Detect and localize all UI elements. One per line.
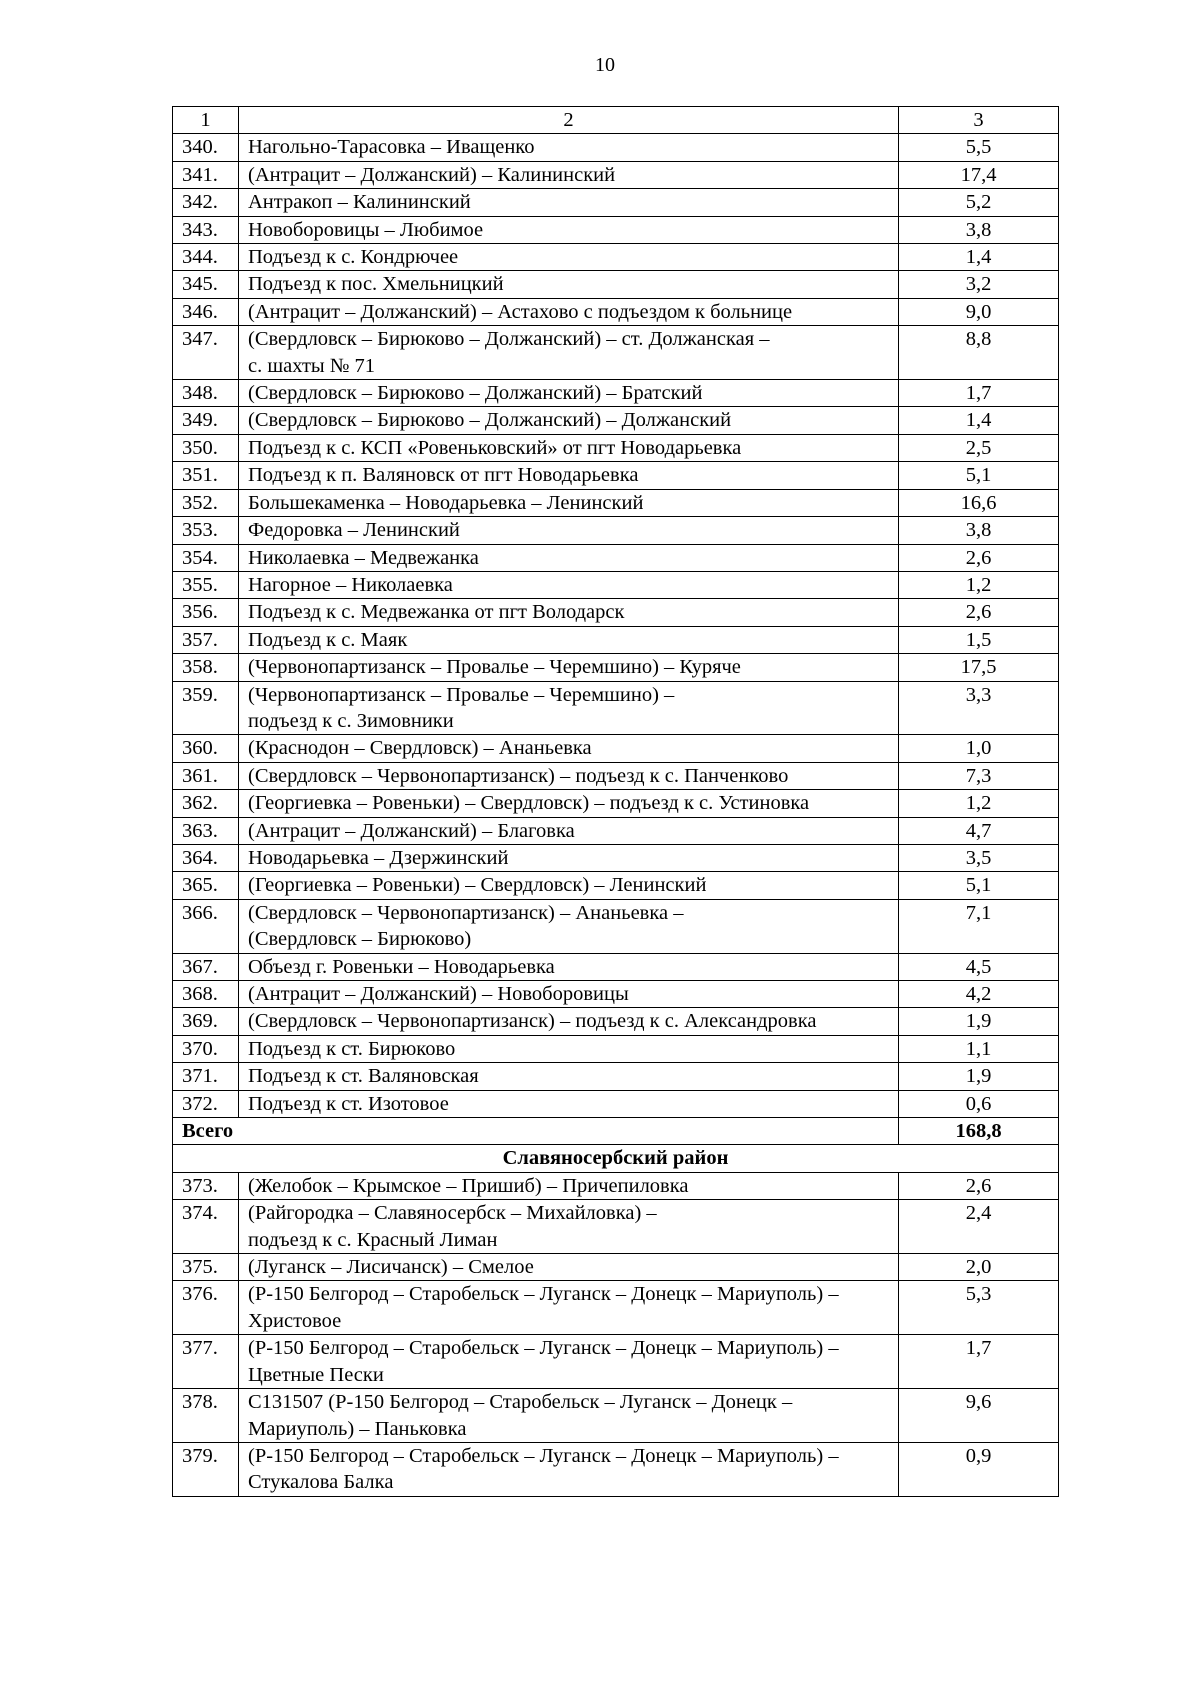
road-length: 1,4: [899, 244, 1059, 271]
row-number: 379.: [173, 1442, 239, 1496]
road-name: (Свердловск – Червонопартизанск) – подъезд к с. Александровка: [239, 1008, 899, 1035]
table-row: [173, 981, 1059, 1008]
row-number: 344.: [173, 244, 239, 271]
header-row: [173, 107, 1059, 134]
row-number: 350.: [173, 434, 239, 461]
table-row: [173, 953, 1059, 980]
road-length: 2,6: [899, 544, 1059, 571]
road-name: Нагорное – Николаевка: [239, 571, 899, 598]
table-row: [173, 1035, 1059, 1062]
row-number: 364.: [173, 844, 239, 871]
road-name: (Р-150 Белгород – Старобельск – Луганск – Донецк – Мариуполь) – Стукалова Балка: [239, 1442, 899, 1496]
table-row: [173, 1008, 1059, 1035]
table-row: [173, 1090, 1059, 1117]
table-row: [173, 1442, 1059, 1496]
section-title: Славяносербский район: [173, 1145, 1059, 1172]
header-cell: 2: [239, 107, 899, 134]
road-length: 1,9: [899, 1008, 1059, 1035]
row-number: 365.: [173, 872, 239, 899]
row-number: 353.: [173, 517, 239, 544]
road-length: 1,4: [899, 407, 1059, 434]
road-length: 1,2: [899, 790, 1059, 817]
row-number: 366.: [173, 899, 239, 953]
road-length: 4,2: [899, 981, 1059, 1008]
row-number: 377.: [173, 1335, 239, 1389]
row-number: 346.: [173, 298, 239, 325]
row-number: 348.: [173, 380, 239, 407]
road-length: 17,5: [899, 654, 1059, 681]
road-length: 5,3: [899, 1281, 1059, 1335]
road-length: 7,3: [899, 762, 1059, 789]
road-name: (Антрацит – Должанский) – Калининский: [239, 161, 899, 188]
road-name: Новодарьевка – Дзержинский: [239, 844, 899, 871]
table-row: [173, 681, 1059, 735]
road-name: (Свердловск – Бирюково – Должанский) – Должанский: [239, 407, 899, 434]
table-row: [173, 407, 1059, 434]
road-length: 2,6: [899, 1172, 1059, 1199]
road-length: 4,5: [899, 953, 1059, 980]
row-number: 351.: [173, 462, 239, 489]
road-length: 1,1: [899, 1035, 1059, 1062]
table-row: [173, 216, 1059, 243]
header-cell: 1: [173, 107, 239, 134]
row-number: 352.: [173, 489, 239, 516]
road-length: 0,9: [899, 1442, 1059, 1496]
row-number: 359.: [173, 681, 239, 735]
roads-table: [172, 106, 1059, 1497]
row-number: 343.: [173, 216, 239, 243]
road-length: 8,8: [899, 326, 1059, 380]
road-name: Антракоп – Калининский: [239, 189, 899, 216]
road-length: 5,1: [899, 462, 1059, 489]
road-name: Нагольно-Тарасовка – Иващенко: [239, 134, 899, 161]
road-name: (Свердловск – Бирюково – Должанский) – Братский: [239, 380, 899, 407]
road-length: 5,5: [899, 134, 1059, 161]
road-name: Объезд г. Ровеньки – Новодарьевка: [239, 953, 899, 980]
row-number: 356.: [173, 599, 239, 626]
road-name: (Р-150 Белгород – Старобельск – Луганск – Донецк – Мариуполь) – Христовое: [239, 1281, 899, 1335]
road-length: 9,6: [899, 1389, 1059, 1443]
road-name: (Свердловск – Червонопартизанск) – подъезд к с. Панченково: [239, 762, 899, 789]
total-label: Всего: [173, 1118, 899, 1145]
table-row: [173, 544, 1059, 571]
row-number: 373.: [173, 1172, 239, 1199]
road-length: 1,9: [899, 1063, 1059, 1090]
table-row: [173, 434, 1059, 461]
road-length: 1,7: [899, 1335, 1059, 1389]
road-name: (Антрацит – Должанский) – Астахово с подъездом к больнице: [239, 298, 899, 325]
row-number: 360.: [173, 735, 239, 762]
road-length: 2,5: [899, 434, 1059, 461]
road-name: Подъезд к с. КСП «Ровеньковский» от пгт Новодарьевка: [239, 434, 899, 461]
row-number: 369.: [173, 1008, 239, 1035]
row-number: 340.: [173, 134, 239, 161]
table-row: [173, 380, 1059, 407]
road-length: 3,3: [899, 681, 1059, 735]
table-row: [173, 654, 1059, 681]
road-length: 9,0: [899, 298, 1059, 325]
road-name: (Краснодон – Свердловск) – Ананьевка: [239, 735, 899, 762]
table-row: [173, 326, 1059, 380]
table-row: [173, 790, 1059, 817]
road-name: Подъезд к с. Маяк: [239, 626, 899, 653]
row-number: 342.: [173, 189, 239, 216]
road-length: 2,4: [899, 1200, 1059, 1254]
row-number: 347.: [173, 326, 239, 380]
road-name: (Свердловск – Бирюково – Должанский) – ст. Должанская – с. шахты № 71: [239, 326, 899, 380]
row-number: 367.: [173, 953, 239, 980]
road-name: (Желобок – Крымское – Пришиб) – Причепиловка: [239, 1172, 899, 1199]
table-row: [173, 161, 1059, 188]
road-name: (Свердловск – Червонопартизанск) – Ананьевка – (Свердловск – Бирюково): [239, 899, 899, 953]
row-number: 378.: [173, 1389, 239, 1443]
road-name: Федоровка – Ленинский: [239, 517, 899, 544]
table-row: [173, 762, 1059, 789]
table-row: [173, 844, 1059, 871]
total-row: [173, 1118, 1059, 1145]
road-name: (Червонопартизанск – Провалье – Черемшино) – подъезд к с. Зимовники: [239, 681, 899, 735]
road-length: 16,6: [899, 489, 1059, 516]
table-row: [173, 1389, 1059, 1443]
table-row: [173, 244, 1059, 271]
table-row: [173, 489, 1059, 516]
table-row: [173, 1172, 1059, 1199]
table-row: [173, 462, 1059, 489]
table-row: [173, 1281, 1059, 1335]
total-value: 168,8: [899, 1118, 1059, 1145]
table-row: [173, 1254, 1059, 1281]
row-number: 355.: [173, 571, 239, 598]
road-name: (Р-150 Белгород – Старобельск – Луганск – Донецк – Мариуполь) – Цветные Пески: [239, 1335, 899, 1389]
road-name: Новоборовицы – Любимое: [239, 216, 899, 243]
table-row: [173, 872, 1059, 899]
road-name: (Георгиевка – Ровеньки) – Свердловск) – Ленинский: [239, 872, 899, 899]
row-number: 362.: [173, 790, 239, 817]
road-name: (Луганск – Лисичанск) – Смелое: [239, 1254, 899, 1281]
road-length: 2,0: [899, 1254, 1059, 1281]
road-length: 5,1: [899, 872, 1059, 899]
road-name: Большекаменка – Новодарьевка – Ленинский: [239, 489, 899, 516]
road-name: (Червонопартизанск – Провалье – Черемшино) – Куряче: [239, 654, 899, 681]
road-length: 5,2: [899, 189, 1059, 216]
table-row: [173, 189, 1059, 216]
table-row: [173, 1200, 1059, 1254]
road-name: Подъезд к пос. Хмельницкий: [239, 271, 899, 298]
row-number: 361.: [173, 762, 239, 789]
table-row: [173, 599, 1059, 626]
road-length: 4,7: [899, 817, 1059, 844]
section-row: [173, 1145, 1059, 1172]
table-row: [173, 271, 1059, 298]
road-length: 1,2: [899, 571, 1059, 598]
row-number: 341.: [173, 161, 239, 188]
row-number: 349.: [173, 407, 239, 434]
road-name: Подъезд к п. Валяновск от пгт Новодарьевка: [239, 462, 899, 489]
road-name: (Георгиевка – Ровеньки) – Свердловск) – подъезд к с. Устиновка: [239, 790, 899, 817]
row-number: 370.: [173, 1035, 239, 1062]
road-length: 3,8: [899, 517, 1059, 544]
road-length: 2,6: [899, 599, 1059, 626]
road-name: Подъезд к с. Кондрючее: [239, 244, 899, 271]
table-row: [173, 899, 1059, 953]
table-row: [173, 626, 1059, 653]
road-length: 1,5: [899, 626, 1059, 653]
road-name: С131507 (Р-150 Белгород – Старобельск – Луганск – Донецк – Мариуполь) – Паньковка: [239, 1389, 899, 1443]
row-number: 354.: [173, 544, 239, 571]
row-number: 358.: [173, 654, 239, 681]
road-length: 1,7: [899, 380, 1059, 407]
table-row: [173, 298, 1059, 325]
road-length: 1,0: [899, 735, 1059, 762]
table-row: [173, 1063, 1059, 1090]
table-row: [173, 134, 1059, 161]
row-number: 368.: [173, 981, 239, 1008]
road-length: 3,2: [899, 271, 1059, 298]
row-number: 375.: [173, 1254, 239, 1281]
table-row: [173, 571, 1059, 598]
road-length: 7,1: [899, 899, 1059, 953]
table-row: [173, 1335, 1059, 1389]
road-length: 0,6: [899, 1090, 1059, 1117]
row-number: 372.: [173, 1090, 239, 1117]
table-row: [173, 817, 1059, 844]
table-row: [173, 517, 1059, 544]
road-name: Подъезд к ст. Изотовое: [239, 1090, 899, 1117]
header-cell: 3: [899, 107, 1059, 134]
road-name: Подъезд к ст. Валяновская: [239, 1063, 899, 1090]
page-number: 10: [595, 54, 615, 76]
road-name: Николаевка – Медвежанка: [239, 544, 899, 571]
road-name: (Райгородка – Славяносербск – Михайловка) – подъезд к с. Красный Лиман: [239, 1200, 899, 1254]
road-length: 3,5: [899, 844, 1059, 871]
road-length: 17,4: [899, 161, 1059, 188]
row-number: 371.: [173, 1063, 239, 1090]
table-row: [173, 735, 1059, 762]
row-number: 345.: [173, 271, 239, 298]
row-number: 363.: [173, 817, 239, 844]
row-number: 374.: [173, 1200, 239, 1254]
road-name: (Антрацит – Должанский) – Благовка: [239, 817, 899, 844]
row-number: 376.: [173, 1281, 239, 1335]
road-length: 3,8: [899, 216, 1059, 243]
road-name: Подъезд к с. Медвежанка от пгт Володарск: [239, 599, 899, 626]
road-name: (Антрацит – Должанский) – Новоборовицы: [239, 981, 899, 1008]
row-number: 357.: [173, 626, 239, 653]
road-name: Подъезд к ст. Бирюково: [239, 1035, 899, 1062]
